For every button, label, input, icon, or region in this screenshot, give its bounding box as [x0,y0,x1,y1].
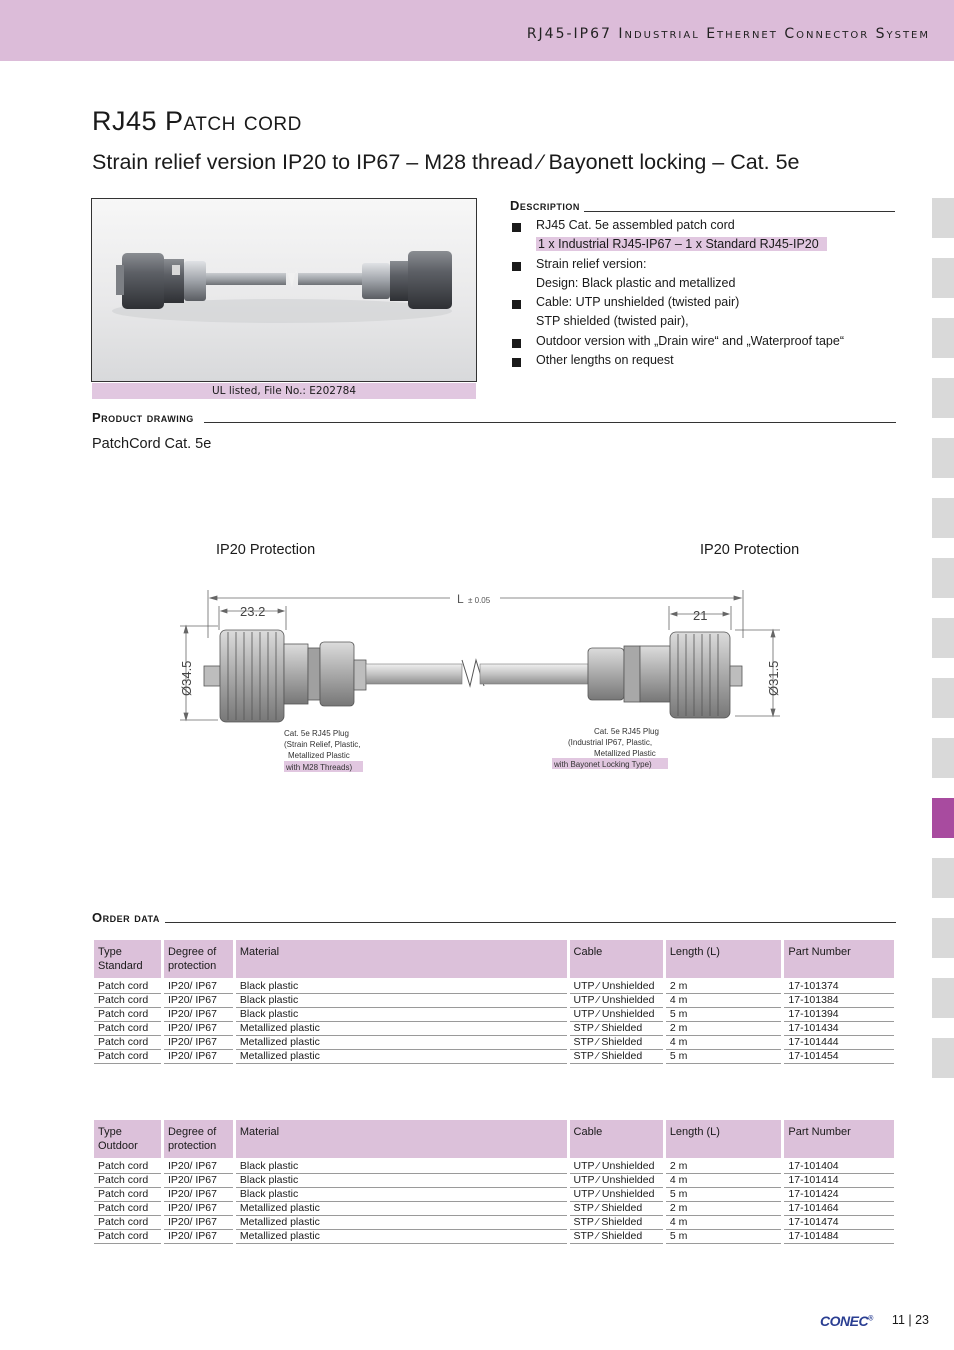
side-tab-active[interactable] [932,798,954,838]
table-cell: Metallized plastic [236,1230,567,1244]
table-row [94,1158,894,1174]
col-cable: Cable [570,940,663,978]
table-cell: Patch cord [94,1008,161,1022]
page-title: RJ45 Patch cord [92,106,302,136]
table-cell: Patch cord [94,1174,161,1188]
brand-name: CONEC [820,1313,869,1329]
side-tab[interactable] [932,318,954,358]
table-cell: Black plastic [236,1158,567,1174]
dim-tolerance-label: ± 0.05 [468,596,491,605]
side-tab[interactable] [932,378,954,418]
description-item [510,332,900,351]
table-cell: STP ⁄ Shielded [570,1230,663,1244]
table-row [94,1036,894,1050]
col-length: Length (L) [666,940,782,978]
description-item [510,312,900,331]
dim-right-width-label: 21 [693,608,708,623]
table-cell: 17-101454 [784,1050,894,1064]
table-cell: 5 m [666,1188,782,1202]
dim-left-width-label: 23.2 [240,604,266,619]
table-row [94,1050,894,1064]
dim-right-diameter-label: Ø31.5 [766,660,781,696]
table-cell: Patch cord [94,1202,161,1216]
table-cell: 5 m [666,1230,782,1244]
description-highlight: 1 x Industrial RJ45-IP67 – 1 x Standard RJ45-IP20 [536,237,827,251]
table-row [94,978,894,994]
table-cell: UTP ⁄ Unshielded [570,1008,663,1022]
table-cell: IP20/ IP67 [164,978,233,994]
table-cell: Patch cord [94,1022,161,1036]
side-tab[interactable] [932,678,954,718]
table-cell: IP20/ IP67 [164,1022,233,1036]
table-cell: Patch cord [94,978,161,994]
description-text: Cable: UTP unshielded (twisted pair) [536,295,740,310]
table-cell: UTP ⁄ Unshielded [570,1188,663,1202]
cable-left [366,664,462,684]
col-type: Type Outdoor [94,1120,161,1158]
table-cell: STP ⁄ Shielded [570,1216,663,1230]
left-connector-note [284,729,363,772]
table-cell: 5 m [666,1008,782,1022]
table-row [94,1008,894,1022]
table-cell: IP20/ IP67 [164,1036,233,1050]
table-cell: STP ⁄ Shielded [570,1022,663,1036]
description-item [510,235,900,254]
dim-length-label: L [457,592,464,606]
left-connector [204,630,366,722]
table-row [94,1216,894,1230]
table-cell: UTP ⁄ Unshielded [570,1174,663,1188]
product-drawing-rule [204,422,896,423]
description-item [510,351,900,370]
dim-left-diameter-label: Ø34.5 [179,660,194,696]
table-cell: Patch cord [94,1188,161,1202]
table-header-row [94,1120,894,1158]
table-cell: 4 m [666,1216,782,1230]
table-cell: 17-101464 [784,1202,894,1216]
col-degree: Degree of protection [164,1120,233,1158]
side-tab[interactable] [932,978,954,1018]
note-line: Cat. 5e RJ45 Plug [284,729,349,738]
table-row [94,1202,894,1216]
right-connector-note [552,727,668,769]
table-cell: 17-101394 [784,1008,894,1022]
table-cell: Black plastic [236,978,567,994]
table-cell: Metallized plastic [236,1036,567,1050]
product-photo [91,198,477,382]
note-line: (Industrial IP67, Plastic, [568,738,653,747]
table-cell: UTP ⁄ Unshielded [570,1158,663,1174]
table-cell: 17-101434 [784,1022,894,1036]
technical-drawing [170,578,810,778]
table-cell: IP20/ IP67 [164,1188,233,1202]
drawing-subtitle: PatchCord Cat. 5e [92,436,212,452]
table-row [94,1022,894,1036]
table-cell: 17-101484 [784,1230,894,1244]
description-item [510,293,900,312]
side-tab-index [932,198,954,1098]
col-type: Type Standard [94,940,161,978]
order-data-heading: Order data [92,910,160,925]
table-cell: IP20/ IP67 [164,1174,233,1188]
left-protection-label: IP20 Protection [216,542,316,558]
order-table-standard [91,940,897,1064]
description-item [510,274,900,293]
table-cell: STP ⁄ Shielded [570,1050,663,1064]
table-cell: Metallized plastic [236,1022,567,1036]
col-part-number: Part Number [784,940,894,978]
description-item [510,255,900,274]
table-cell: Metallized plastic [236,1216,567,1230]
table-cell: Metallized plastic [236,1050,567,1064]
col-cable: Cable [570,1120,663,1158]
side-tab[interactable] [932,558,954,598]
table-cell: IP20/ IP67 [164,994,233,1008]
note-line: Metallized Plastic [594,749,656,758]
side-tab[interactable] [932,498,954,538]
table-cell: IP20/ IP67 [164,1008,233,1022]
description-text: STP shielded (twisted pair), [536,314,689,329]
table-cell: 4 m [666,1036,782,1050]
table-cell: IP20/ IP67 [164,1202,233,1216]
table-row [94,1174,894,1188]
table-cell: 2 m [666,978,782,994]
table-body-standard [94,978,894,1064]
side-tab[interactable] [932,438,954,478]
table-cell: 4 m [666,1174,782,1188]
note-line-highlight: with M28 Threads) [286,763,353,772]
table-cell: 17-101444 [784,1036,894,1050]
cable-right [480,664,588,684]
col-degree: Degree of protection [164,940,233,978]
side-tab[interactable] [932,1038,954,1078]
table-cell: Metallized plastic [236,1202,567,1216]
table-cell: Patch cord [94,1158,161,1174]
table-cell: 17-101414 [784,1174,894,1188]
col-material: Material [236,940,567,978]
side-tab[interactable] [932,858,954,898]
note-line: (Strain Relief, Plastic, [284,740,361,749]
table-row [94,1230,894,1244]
col-material: Material [236,1120,567,1158]
side-tab[interactable] [932,918,954,958]
side-tab[interactable] [932,738,954,778]
table-cell: 2 m [666,1022,782,1036]
order-data-rule [165,922,896,923]
table-cell: 2 m [666,1202,782,1216]
side-tab[interactable] [932,198,954,238]
table-header-row [94,940,894,978]
brand-mark: ® [868,1315,873,1323]
table-cell: IP20/ IP67 [164,1216,233,1230]
table-row [94,994,894,1008]
table-cell: UTP ⁄ Unshielded [570,978,663,994]
table-cell: Patch cord [94,1216,161,1230]
table-cell: Patch cord [94,1230,161,1244]
table-body-outdoor [94,1158,894,1244]
description-text: Design: Black plastic and metallized [536,275,736,290]
table-cell: 17-101374 [784,978,894,994]
col-length: Length (L) [666,1120,782,1158]
side-tab[interactable] [932,258,954,298]
ul-listing-caption: UL listed, File No.: E202784 [92,383,476,399]
table-cell: IP20/ IP67 [164,1230,233,1244]
col-part-number: Part Number [784,1120,894,1158]
header-band [0,0,954,61]
header-title: RJ45-IP67 Industrial Ethernet Connector System [526,26,930,42]
page-number: 11 | 23 [891,1313,929,1327]
description-heading: Description [510,198,580,213]
table-cell: Patch cord [94,1050,161,1064]
right-connector [588,632,742,718]
table-row [94,1188,894,1202]
note-line: Cat. 5e RJ45 Plug [594,727,659,736]
description-text: Outdoor version with „Drain wire“ and „Waterproof tape“ [536,333,844,348]
conec-logo [820,1313,873,1329]
description-text: Other lengths on request [536,353,674,368]
table-cell: 17-101404 [784,1158,894,1174]
description-text: Strain relief version: [536,256,647,271]
right-protection-label: IP20 Protection [700,542,800,558]
table-cell: 2 m [666,1158,782,1174]
table-cell: IP20/ IP67 [164,1050,233,1064]
table-cell: 5 m [666,1050,782,1064]
order-table-outdoor [91,1120,897,1244]
table-cell: Black plastic [236,1174,567,1188]
table-cell: Black plastic [236,1008,567,1022]
table-cell: 17-101424 [784,1188,894,1202]
patch-cord-photo-illustration [92,199,476,381]
table-cell: Patch cord [94,1036,161,1050]
table-cell: Black plastic [236,994,567,1008]
note-line-highlight: with Bayonet Locking Type) [554,760,652,769]
table-cell: STP ⁄ Shielded [570,1036,663,1050]
product-drawing-heading: Product drawing [92,410,194,425]
table-cell: 17-101384 [784,994,894,1008]
table-cell: Patch cord [94,994,161,1008]
table-cell: Black plastic [236,1188,567,1202]
page-subtitle: Strain relief version IP20 to IP67 – M28 thread ⁄ Bayonett locking – Cat. 5e [92,150,800,174]
table-cell: IP20/ IP67 [164,1158,233,1174]
description-list [510,216,900,370]
description-item [510,216,900,235]
note-line: Metallized Plastic [288,751,350,760]
table-cell: STP ⁄ Shielded [570,1202,663,1216]
table-cell: 17-101474 [784,1216,894,1230]
description-rule [584,211,895,212]
description-text: RJ45 Cat. 5e assembled patch cord [536,218,735,232]
table-cell: UTP ⁄ Unshielded [570,994,663,1008]
side-tab[interactable] [932,618,954,658]
table-cell: 4 m [666,994,782,1008]
